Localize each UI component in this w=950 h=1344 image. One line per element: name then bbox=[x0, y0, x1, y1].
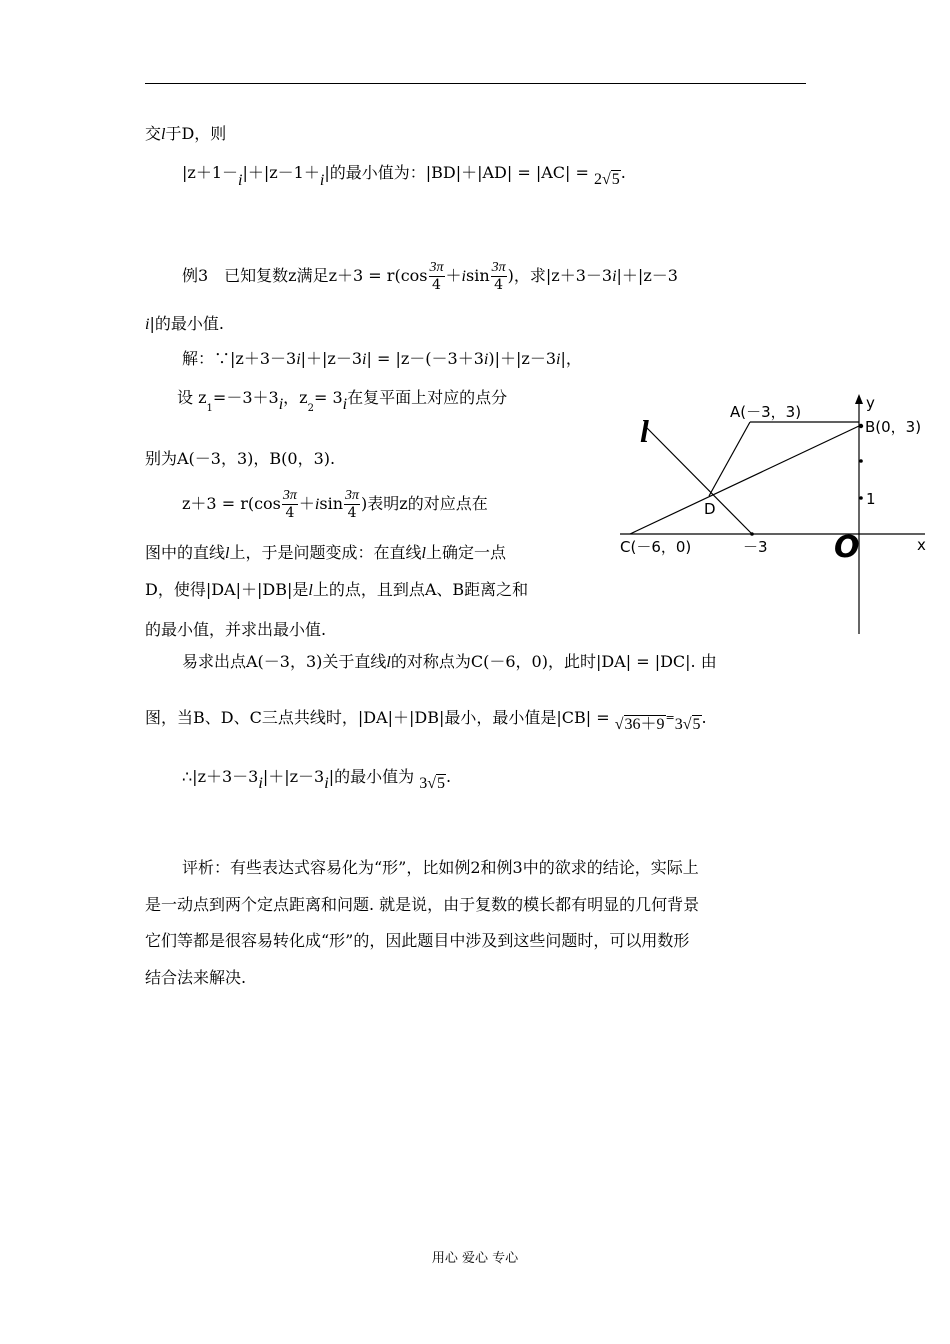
label-x: x bbox=[917, 536, 926, 554]
text-line: 的最小值，并求出最小值. bbox=[145, 620, 327, 639]
point-B bbox=[859, 424, 863, 428]
text-line: 图，当B、D、C三点共线时，|DA|＋|DB|最小，最小值是|CB| = √36＋9=3√5. bbox=[145, 707, 707, 731]
label-line-l: l bbox=[640, 413, 649, 449]
text-line: |z＋1－i|＋|z－1＋i|的最小值为：|BD|＋|AD| = |AC| = 2√5. bbox=[182, 163, 626, 189]
text-line: ∴|z＋3－3i|＋|z－3i|的最小值为 3√5. bbox=[182, 766, 451, 789]
sqrt-expression: 2√5 bbox=[594, 171, 620, 188]
label-1: 1 bbox=[866, 490, 876, 508]
segment-AD bbox=[709, 422, 750, 496]
text-line: 易求出点A(－3，3)关于直线l的对称点为C(－6，0)，此时|DA| = |DC|. 由 bbox=[182, 652, 717, 671]
comment-line: 评析：有些表达式容易化为“形”，比如例2和例3中的欲求的结论，实际上 bbox=[182, 858, 699, 877]
tick-dot bbox=[859, 459, 863, 463]
label-minus-3: －3 bbox=[743, 538, 768, 556]
label-A: A(－3，3) bbox=[730, 403, 802, 421]
text-line: 别为A(－3，3)，B(0，3). bbox=[145, 449, 336, 468]
label-B: B(0，3) bbox=[865, 418, 922, 436]
text-line: 设 $z_1=-3+3i$，$z_2= 3i$在复平面上对应的点分 bbox=[177, 388, 508, 414]
label-D: D bbox=[704, 500, 716, 518]
text-line: z＋3 = r(cos $\frac{3\pi}{4}$ ＋isin $\frac{3\pi}{4}$ )表明z的对应点在 bbox=[182, 488, 488, 521]
label-C: C(－6，0) bbox=[620, 538, 692, 556]
header-rule bbox=[145, 83, 806, 84]
sqrt-expression: √36＋9 bbox=[614, 716, 665, 733]
comment-line: 是一动点到两个定点距离和问题. 就是说，由于复数的模长都有明显的几何背景 bbox=[145, 895, 700, 914]
sqrt-expression: 3√5 bbox=[419, 775, 445, 792]
sqrt-expression: 3√5 bbox=[674, 716, 701, 733]
label-y: y bbox=[866, 394, 875, 412]
text-line: D，使得|DA|＋|DB|是l上的点，且到点A、B距离之和 bbox=[145, 580, 529, 599]
comment-line: 它们等都是很容易转化成“形”的，因此题目中涉及到这些问题时，可以用数形 bbox=[145, 931, 690, 950]
example-3-title: 例3 已知复数z满足z＋3 = r(cos $\frac{3\pi}{4}$ ＋isin $\frac{3\pi}{4}$ )，求|z＋3－3i|＋|z－3 bbox=[182, 260, 678, 293]
y-axis-arrow-icon bbox=[855, 394, 863, 404]
coordinate-figure bbox=[600, 390, 940, 640]
segment-CB bbox=[630, 426, 859, 534]
label-origin: O bbox=[834, 530, 860, 565]
solution-line: 解：∵|z＋3－3i|＋|z－3i| = |z－(－3＋3i)|＋|z－3i|， bbox=[182, 349, 582, 368]
text-line: 交l于D，则 bbox=[145, 124, 227, 143]
text-line: i|的最小值. bbox=[145, 314, 224, 333]
page-footer: 用心 爱心 专心 bbox=[431, 1251, 519, 1266]
text-line: 图中的直线l上，于是问题变成：在直线l上确定一点 bbox=[145, 543, 506, 562]
tick-dot bbox=[859, 496, 863, 500]
tick-dot bbox=[750, 532, 754, 536]
comment-line: 结合法来解决. bbox=[145, 968, 247, 987]
